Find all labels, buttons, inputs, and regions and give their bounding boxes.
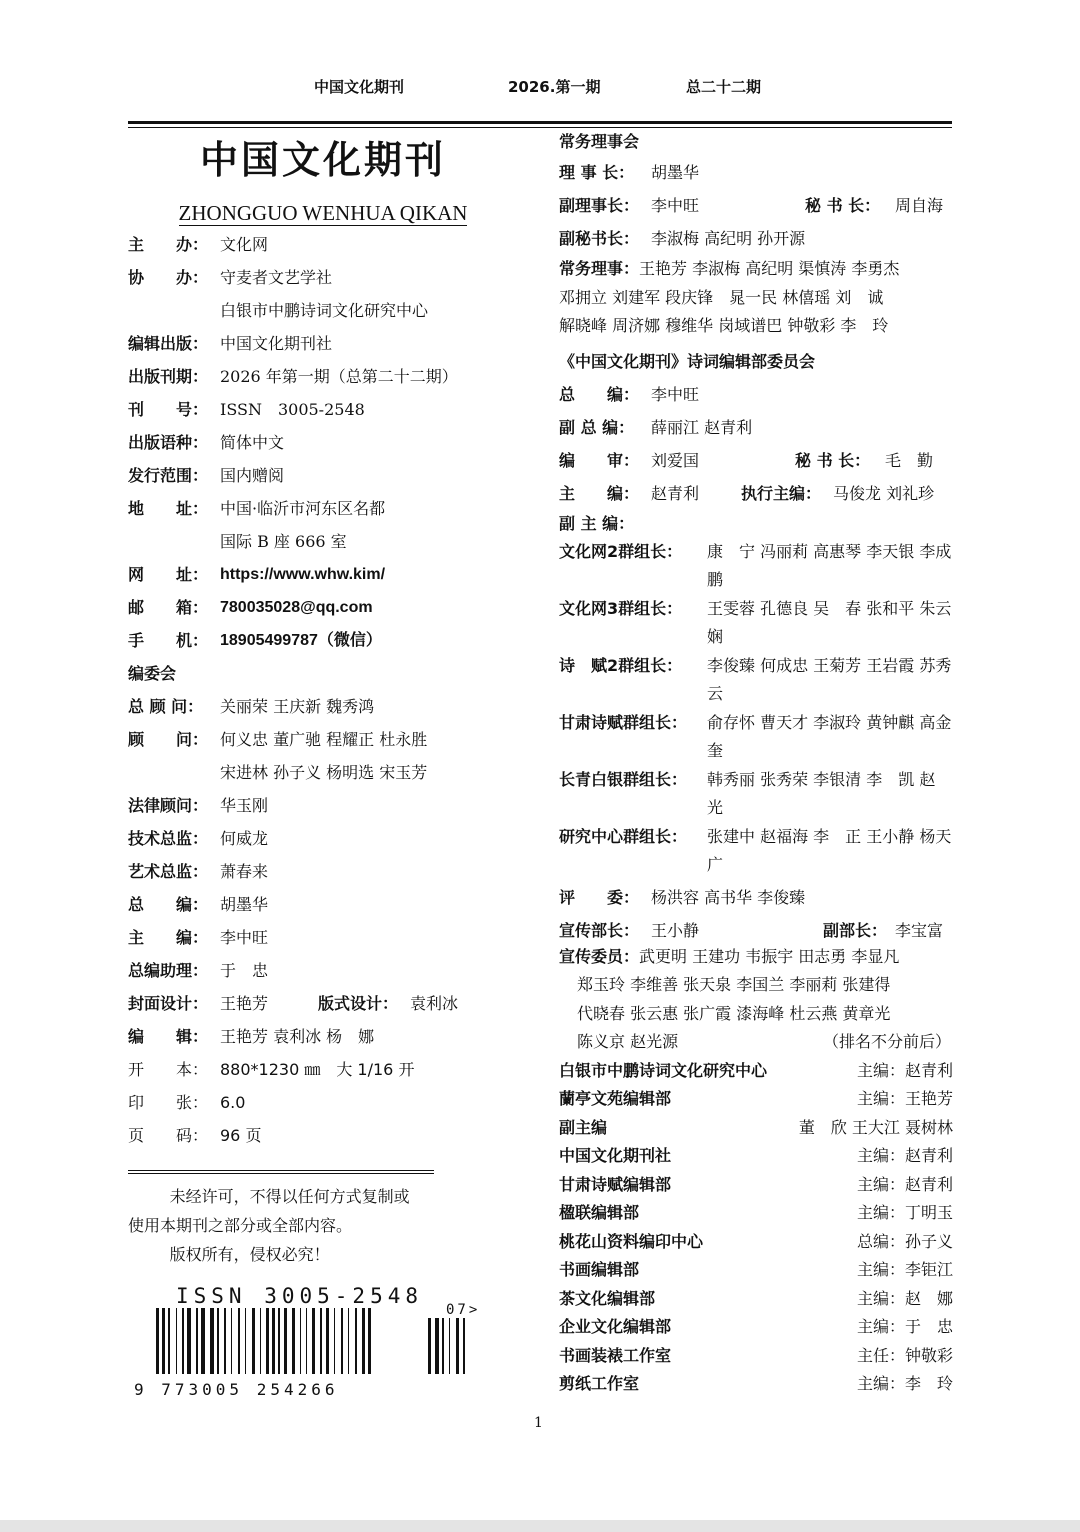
barcode-bar (284, 1308, 287, 1374)
publicity-head-label: 宣传部长： (559, 920, 640, 940)
department-name: 甘肃诗赋编辑部 (559, 1174, 672, 1194)
header-issue: 2026.第一期 (508, 78, 601, 96)
committee-label: 法律顾问： (128, 796, 209, 815)
vice-secretary-value: 李淑梅 高纪明 孙开源 (651, 229, 806, 248)
department-editor: 董 欣 王大江 聂树林 (798, 1117, 953, 1137)
department-name: 剪纸工作室 (559, 1374, 640, 1393)
page-number: 1 (534, 1415, 543, 1431)
barcode-bar (260, 1308, 261, 1374)
print-specs (128, 1053, 528, 1152)
committee-row (128, 954, 528, 987)
poetry-vice-chief-value: 薛丽江 赵青利 (651, 417, 753, 437)
barcode-bar (182, 1308, 184, 1374)
spec-row (128, 1053, 528, 1086)
group-leader-names: 俞存怀 曹天才 李淑玲 黄钟麒 高金奎 (707, 712, 952, 760)
poetry-vice-chief-row (559, 411, 953, 444)
info-label: 刊 号： (128, 400, 209, 419)
barcode-bar (355, 1308, 357, 1374)
department-name: 蘭亭文苑编辑部 (559, 1089, 672, 1108)
department-row (559, 1342, 953, 1371)
department-row (559, 1256, 953, 1285)
department-row (559, 1285, 953, 1314)
cover-design-value: 王艳芳 (220, 994, 269, 1013)
group-leader-label: 甘肃诗赋群组长： (559, 712, 688, 732)
barcode-bar (252, 1308, 255, 1374)
header-rule-thick (128, 121, 952, 124)
committee-value: 胡墨华 (220, 895, 269, 914)
info-label: 地 址： (128, 499, 209, 518)
layout-design-value: 袁利冰 (410, 994, 459, 1013)
copyright-notice (128, 1182, 458, 1269)
barcode-bar (196, 1308, 198, 1374)
group-leader-label: 诗 赋2群组长： (559, 655, 683, 675)
barcode-bar (300, 1308, 301, 1374)
barcode-addon-bar (435, 1318, 439, 1374)
standing-line-2: 邓拥立 刘建军 段庆锋 晁一民 林僖瑶 刘 诚 (559, 287, 884, 307)
committee-label: 总编助理： (128, 961, 209, 980)
department-row (559, 1199, 953, 1228)
poetry-review-row (559, 444, 953, 477)
vice-chairman-value: 李中旺 (651, 196, 700, 215)
department-row (559, 1228, 953, 1257)
committee-label: 总 顾 问： (128, 697, 204, 716)
judges-value: 杨洪容 高书华 李俊臻 (651, 887, 806, 907)
notice-line-2: 使用本期刊之部分或全部内容。 (128, 1216, 353, 1235)
barcode-bar (168, 1308, 170, 1374)
judges-row (559, 881, 953, 914)
barcode-bar (201, 1308, 205, 1374)
barcode-bar (187, 1308, 191, 1374)
department-editor: 主编：王艳芳 (856, 1089, 953, 1108)
info-value: ISSN 3005-2548 (220, 400, 365, 419)
info-value: 18905499787（微信） (220, 632, 382, 649)
publicity-vice-label: 副部长： (823, 920, 888, 940)
secretary-general-value: 周自海 (895, 196, 944, 215)
info-row (128, 492, 528, 525)
barcode-bar (368, 1308, 371, 1374)
poetry-exec-label: 执行主编： (741, 483, 822, 503)
info-value: 白银市中鹏诗词文化研究中心 (220, 301, 429, 320)
department-row (559, 1057, 953, 1086)
publicity-members-line-4: 陈义京 赵光源 (577, 1032, 679, 1051)
info-row (128, 360, 528, 393)
barcode-bar (334, 1308, 335, 1374)
barcode-bar (162, 1308, 165, 1374)
publicity-members-line-2: 郑玉玲 李维善 张天泉 李国兰 李丽莉 张建得 (577, 975, 891, 994)
barcode-bar (156, 1308, 159, 1374)
poetry-editor-row (559, 477, 953, 510)
notice-rule-2 (128, 1173, 434, 1174)
poetry-editor-value: 赵青利 (651, 483, 700, 503)
department-editor: 主编：赵青利 (856, 1174, 953, 1194)
department-name: 书画装裱工作室 (559, 1345, 672, 1365)
info-value: 中国·临沂市河东区名都 (220, 499, 386, 518)
info-label: 主 办： (128, 235, 209, 254)
info-label: 编辑出版： (128, 334, 209, 353)
info-value: 国际 B 座 666 室 (220, 532, 347, 551)
secretary-general-label: 秘 书 长： (805, 196, 881, 215)
info-value: https://www.whw.kim/ (220, 566, 386, 583)
spec-row (128, 1119, 528, 1152)
standing-line-1: 王艳芳 李淑梅 高纪明 渠慎涛 李勇杰 (639, 259, 900, 278)
barcode-bar (326, 1308, 329, 1374)
committee-value: 华玉刚 (220, 796, 269, 815)
info-label: 邮 箱： (128, 598, 209, 617)
committee-value: 何义忠 董广驰 程耀正 杜永胜 (220, 730, 428, 749)
bottom-gray-bar (0, 1520, 1080, 1532)
committee-label: 顾 问： (128, 730, 209, 749)
barcode-addon-bar (428, 1318, 431, 1374)
committee-row (128, 789, 528, 822)
vice-secretary-label: 副秘书长： (559, 229, 640, 248)
committee-label: 总 编： (128, 895, 209, 914)
barcode-addon-bar (449, 1318, 450, 1374)
committee-row (128, 756, 528, 789)
notice-line-1: 未经许可，不得以任何方式复制或 (169, 1187, 410, 1206)
info-value: 文化网 (220, 235, 269, 254)
barcode-bar (272, 1308, 275, 1374)
barcode-bar (217, 1308, 219, 1374)
barcode-bar (362, 1308, 365, 1374)
group-leader-row (559, 595, 953, 651)
layout-design-label: 版式设计： (318, 994, 399, 1013)
info-value: 简体中文 (220, 433, 285, 452)
barcode-bar (231, 1308, 232, 1374)
barcode-bar (278, 1308, 280, 1374)
committee-label: 艺术总监： (128, 862, 209, 881)
department-name: 企业文化编辑部 (559, 1317, 672, 1336)
department-row (559, 1313, 953, 1342)
barcode-bars (156, 1308, 416, 1374)
department-editor: 主编：李钜江 (856, 1260, 953, 1279)
committee-row (128, 855, 528, 888)
group-leader-label: 文化网3群组长： (559, 598, 683, 618)
notice-rule (128, 1170, 434, 1171)
publicity-members-label: 宣传委员： (559, 946, 640, 966)
info-label: 出版语种： (128, 433, 209, 452)
info-label: 出版刊期： (128, 367, 209, 386)
barcode-bar (176, 1308, 177, 1374)
poetry-chief-label: 总 编： (559, 384, 640, 404)
committee-label: 主 编： (128, 928, 209, 947)
barcode-bar (312, 1308, 315, 1374)
editorial-committee (128, 690, 528, 987)
poetry-chief-value: 李中旺 (651, 384, 700, 404)
poetry-chief-row (559, 378, 953, 411)
barcode-bar (292, 1308, 295, 1374)
judges-label: 评 委： (559, 887, 640, 907)
header-journal-name: 中国文化期刊 (314, 78, 405, 96)
poetry-review-label: 编 审： (559, 450, 640, 470)
info-row (128, 327, 528, 360)
chairman-value: 胡墨华 (651, 163, 700, 182)
group-leader-label: 文化网2群组长： (559, 541, 683, 561)
department-editor: 主编：李 玲 (856, 1374, 953, 1393)
department-editor: 主编：赵青利 (856, 1060, 953, 1080)
info-row (128, 558, 528, 591)
department-row (559, 1142, 953, 1171)
publicity-vice-value: 李宝富 (895, 920, 944, 940)
department-name: 桃花山资料编印中心 (559, 1231, 704, 1251)
info-value: 守麦者文艺学社 (220, 268, 333, 287)
info-row (128, 294, 528, 327)
editors-row (128, 1020, 528, 1053)
committee-value: 于 忠 (220, 961, 269, 980)
barcode-bar (238, 1308, 240, 1374)
council-vice-row (559, 189, 953, 222)
council-title: 常务理事会 (559, 132, 640, 151)
header-total-issue: 总二十二期 (686, 78, 762, 96)
committee-value: 关丽荣 王庆新 魏秀鸿 (220, 697, 375, 716)
department-name: 书画编辑部 (559, 1260, 640, 1279)
barcode-addon-bars (428, 1318, 500, 1374)
publication-info (128, 228, 528, 657)
vice-chairman-label: 副理事长： (559, 196, 640, 215)
department-row (559, 1370, 953, 1399)
barcode-bar (245, 1308, 246, 1374)
info-label: 协 办： (128, 268, 209, 287)
poetry-editor-label: 主 编： (559, 483, 640, 503)
group-leader-label: 长青白银群组长： (559, 769, 688, 789)
design-row (128, 987, 528, 1020)
department-editor: 主任：钟敬彩 (856, 1345, 953, 1365)
department-name: 楹联编辑部 (559, 1203, 640, 1222)
barcode-bar (320, 1308, 322, 1374)
group-leader-row (559, 652, 953, 708)
barcode-bar (224, 1308, 226, 1374)
spec-value: 96 页 (220, 1126, 262, 1145)
poetry-review-value: 刘爱国 (651, 450, 700, 470)
barcode-digits: 9 773005 254266 (134, 1380, 339, 1399)
committee-row (128, 822, 528, 855)
barcode-addon-bar (463, 1318, 465, 1374)
poetry-secretary-value: 毛 勤 (885, 450, 934, 470)
info-row (128, 525, 528, 558)
info-label: 网 址： (128, 565, 209, 584)
group-leader-names: 康 宁 冯丽莉 高惠琴 李天银 李成鹏 (707, 541, 952, 589)
standing-line-3: 解晓峰 周济娜 穆维华 岗域谱巴 钟敬彩 李 玲 (559, 316, 889, 335)
barcode-bar (341, 1308, 343, 1374)
poetry-vice-chief-label: 副 总 编： (559, 417, 635, 437)
department-name: 中国文化期刊社 (559, 1146, 672, 1165)
info-row (128, 624, 528, 657)
committee-label: 技术总监： (128, 829, 209, 848)
info-row (128, 459, 528, 492)
department-editor: 主编：赵 娜 (856, 1288, 953, 1308)
group-leader-names: 王雯蓉 孔德良 吴 春 张和平 朱云娴 (707, 598, 952, 646)
department-editor: 主编：于 忠 (856, 1317, 953, 1336)
info-value: 2026 年第一期（总第二十二期） (220, 367, 458, 386)
committee-row (128, 888, 528, 921)
committee-row (128, 921, 528, 954)
standing-directors (559, 255, 953, 341)
barcode-bar (348, 1308, 349, 1374)
department-editor: 总编：孙子义 (856, 1231, 953, 1251)
council-vice-sec-row (559, 222, 953, 255)
barcode-bar (306, 1308, 307, 1374)
department-name: 茶文化编辑部 (559, 1288, 656, 1308)
committee-row (128, 723, 528, 756)
department-editor: 主编：丁明玉 (856, 1203, 953, 1222)
standing-label: 常务理事： (559, 259, 640, 278)
cover-design-label: 封面设计： (128, 994, 209, 1013)
department-row (559, 1114, 953, 1143)
publicity-members-line-4-row (559, 1028, 953, 1057)
info-row (128, 261, 528, 294)
editorial-committee-title: 编委会 (128, 664, 177, 683)
poetry-deputy-row (559, 510, 953, 538)
group-leader-row (559, 766, 953, 822)
order-note: （排名不分前后） (822, 1032, 951, 1051)
poetry-board-title: 《中国文化期刊》诗词编辑部委员会 (559, 351, 816, 371)
spec-value: 880*1230 ㎜ 大 1/16 开 (220, 1060, 415, 1079)
publicity-head-row (559, 914, 953, 947)
spec-value: 6.0 (220, 1093, 246, 1112)
info-value: 国内赠阅 (220, 466, 285, 485)
info-value: 中国文化期刊社 (220, 334, 333, 353)
spec-label: 页 码： (128, 1126, 209, 1145)
group-leader-names: 韩秀丽 张秀荣 李银清 李 凯 赵 光 (707, 769, 952, 817)
right-column (559, 128, 953, 1399)
spec-label: 开 本： (128, 1060, 209, 1079)
group-leader-names: 张建中 赵福海 李 正 王小静 杨天广 (707, 826, 952, 874)
poetry-deputy-label: 副 主 编： (559, 513, 635, 533)
group-leader-label: 研究中心群组长： (559, 826, 688, 846)
journal-title: 中国文化期刊 (199, 137, 446, 182)
info-value: 780035028@qq.com (220, 599, 373, 616)
editors-label: 编 辑： (128, 1027, 209, 1046)
group-leader-names: 李俊臻 何成忠 王菊芳 王岩霞 苏秀云 (707, 655, 952, 703)
poetry-secretary-label: 秘 书 长： (795, 450, 871, 470)
editors-value: 王艳芳 袁利冰 杨 娜 (220, 1027, 375, 1046)
journal-pinyin: ZHONGGUO WENHUA QIKAN (178, 201, 468, 225)
publicity-members-line-3: 代晓春 张云惠 张广霞 漆海峰 杜云燕 黄章光 (577, 1003, 891, 1023)
departments (559, 1057, 953, 1399)
poetry-exec-value: 马俊龙 刘礼珍 (833, 483, 935, 503)
department-row (559, 1171, 953, 1200)
council-chairman-row (559, 156, 953, 189)
group-leaders (559, 538, 953, 879)
department-name: 白银市中鹏诗词文化研究中心 (559, 1060, 768, 1080)
barcode-addon-bar (456, 1318, 459, 1374)
barcode-bar (266, 1308, 269, 1374)
barcode-issn-text: ISSN 3005-2548 (176, 1284, 424, 1308)
info-label: 手 机： (128, 631, 209, 650)
department-editor: 主编：赵青利 (856, 1146, 953, 1165)
publicity-head-value: 王小静 (651, 920, 700, 940)
info-row (128, 393, 528, 426)
department-row (559, 1085, 953, 1114)
issn-barcode (128, 1284, 508, 1408)
barcode-addon-digits: 07> (446, 1302, 481, 1318)
info-row (128, 228, 528, 261)
committee-value: 宋进林 孙子义 杨明选 宋玉芳 (220, 763, 428, 782)
publicity-members (559, 943, 953, 1057)
left-column (128, 130, 528, 1269)
barcode-addon-bar (442, 1318, 444, 1374)
spec-row (128, 1086, 528, 1119)
group-leader-row (559, 709, 953, 765)
info-label: 发行范围： (128, 466, 209, 485)
chairman-label: 理 事 长： (559, 163, 635, 182)
info-row (128, 591, 528, 624)
committee-row (128, 690, 528, 723)
barcode-bar (210, 1308, 214, 1374)
info-row (128, 426, 528, 459)
notice-line-3: 版权所有，侵权必究！ (169, 1245, 330, 1264)
department-name: 副主编 (559, 1117, 608, 1137)
spec-label: 印 张： (128, 1093, 209, 1112)
committee-value: 萧春来 (220, 862, 269, 881)
group-leader-row (559, 538, 953, 594)
committee-value: 何威龙 (220, 829, 269, 848)
committee-value: 李中旺 (220, 928, 269, 947)
publicity-members-line-1: 武更明 王建功 韦振宇 田志勇 李显凡 (639, 946, 900, 966)
group-leader-row (559, 823, 953, 879)
